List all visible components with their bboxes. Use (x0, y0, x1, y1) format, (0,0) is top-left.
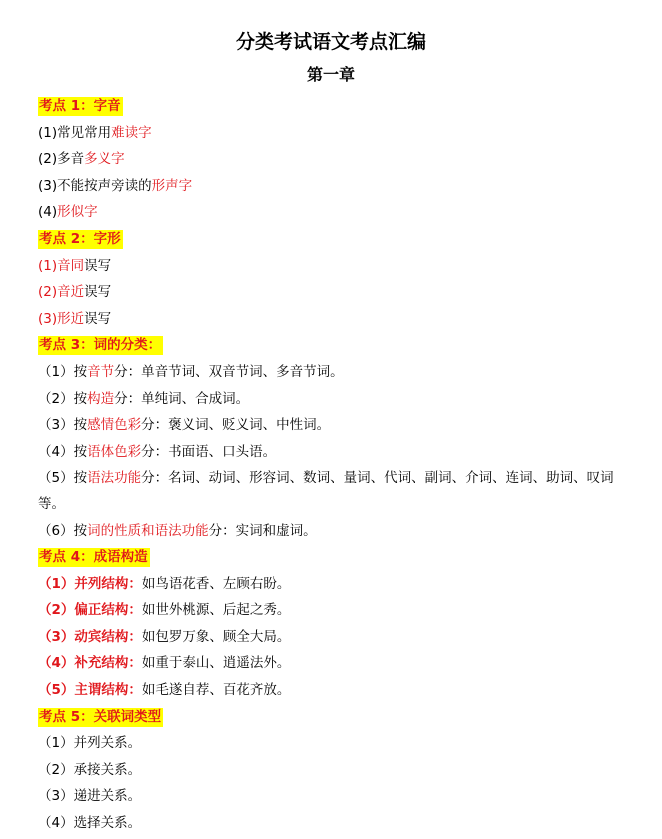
item-keyword: 语体色彩 (87, 444, 142, 460)
list-item: （3）递进关系。 (38, 788, 142, 804)
item-text: （5）按 (38, 470, 88, 486)
list-item (38, 202, 98, 222)
item-keyword: 音节 (87, 364, 115, 380)
item-text: (2)多音 (38, 151, 85, 167)
item-text: （3）按 (38, 417, 88, 433)
item-text: （4）按 (38, 444, 88, 460)
item-text: 误写 (84, 258, 112, 274)
list-item (38, 309, 111, 329)
list-item (38, 362, 344, 382)
item-text: 分：书面语、口头语。 (141, 444, 277, 460)
list-item (38, 600, 290, 620)
list-item (38, 389, 249, 409)
item-text: 误写 (84, 284, 112, 300)
list-item (38, 627, 290, 647)
item-keyword: (1)音同 (38, 258, 85, 274)
list-item: （2）承接关系。 (38, 762, 142, 778)
item-keyword: （4）补充结构： (38, 655, 142, 671)
item-keyword: 感情色彩 (87, 417, 142, 433)
list-item (38, 256, 111, 276)
highlighted-heading: 考点 4：成语构造 (39, 549, 148, 565)
list-item (38, 123, 152, 143)
section-heading-4 (38, 547, 150, 567)
item-keyword: (3)形近 (38, 311, 85, 327)
item-keyword: （1）并列结构： (38, 576, 142, 592)
item-keyword: 构造 (87, 391, 115, 407)
item-keyword: （3）动宾结构： (38, 629, 142, 645)
list-item: （4）选择关系。 (38, 815, 142, 831)
highlighted-heading: 考点 2：字形 (39, 231, 121, 247)
section-heading-2 (38, 229, 123, 249)
item-keyword: (2)音近 (38, 284, 85, 300)
section-heading-5 (38, 707, 163, 727)
item-text: （1）按 (38, 364, 88, 380)
highlighted-heading: 考点 3：词的分类： (39, 337, 162, 353)
list-item (38, 442, 276, 462)
item-text: 分：褒义词、贬义词、中性词。 (141, 417, 331, 433)
item-text: 误写 (84, 311, 112, 327)
list-item (38, 574, 290, 594)
item-text: 分：实词和虚词。 (208, 523, 317, 539)
item-keyword: 形似字 (57, 204, 98, 220)
item-text: 如鸟语花香、左顾右盼。 (141, 576, 291, 592)
item-text: 如毛遂自荐、百花齐放。 (141, 682, 291, 698)
list-item (38, 680, 290, 700)
section-heading-3 (38, 335, 163, 355)
item-text: (4) (38, 204, 58, 220)
item-keyword: 多义字 (84, 151, 125, 167)
item-text: （2）按 (38, 391, 88, 407)
item-text: 分：单纯词、合成词。 (114, 391, 250, 407)
item-text: 如重于泰山、逍遥法外。 (141, 655, 291, 671)
item-text: (3)不能按声旁读的 (38, 178, 152, 194)
list-item (38, 149, 125, 169)
item-text: （6）按 (38, 523, 88, 539)
highlighted-heading: 考点 1：字音 (39, 98, 121, 114)
list-item (38, 465, 618, 517)
page-title: 分类考试语文考点汇编 (235, 31, 426, 53)
section-heading-1 (38, 96, 123, 116)
list-item (38, 415, 330, 435)
list-item (38, 521, 317, 541)
item-keyword: 词的性质和语法功能 (87, 523, 209, 539)
item-text: 如包罗万象、顾全大局。 (141, 629, 291, 645)
item-keyword: 形声字 (151, 178, 193, 194)
item-keyword: （2）偏正结构： (38, 602, 142, 618)
item-text: (1)常见常用 (38, 125, 112, 141)
list-item (38, 176, 192, 196)
item-keyword: （5）主谓结构： (38, 682, 142, 698)
list-item (38, 653, 290, 673)
list-item: （1）并列关系。 (38, 735, 142, 751)
item-keyword: 难读字 (111, 125, 152, 141)
item-text: 分：名词、动词、形容词、数词、量词、代词、副词、介词、连词、助词、叹词等。 (38, 470, 614, 512)
highlighted-heading: 考点 5：关联词类型 (39, 709, 162, 725)
item-text: 分：单音节词、双音节词、多音节词。 (114, 364, 344, 380)
list-item (38, 282, 111, 302)
chapter-heading: 第一章 (306, 65, 355, 84)
item-text: 如世外桃源、后起之秀。 (141, 602, 291, 618)
item-keyword: 语法功能 (87, 470, 142, 486)
